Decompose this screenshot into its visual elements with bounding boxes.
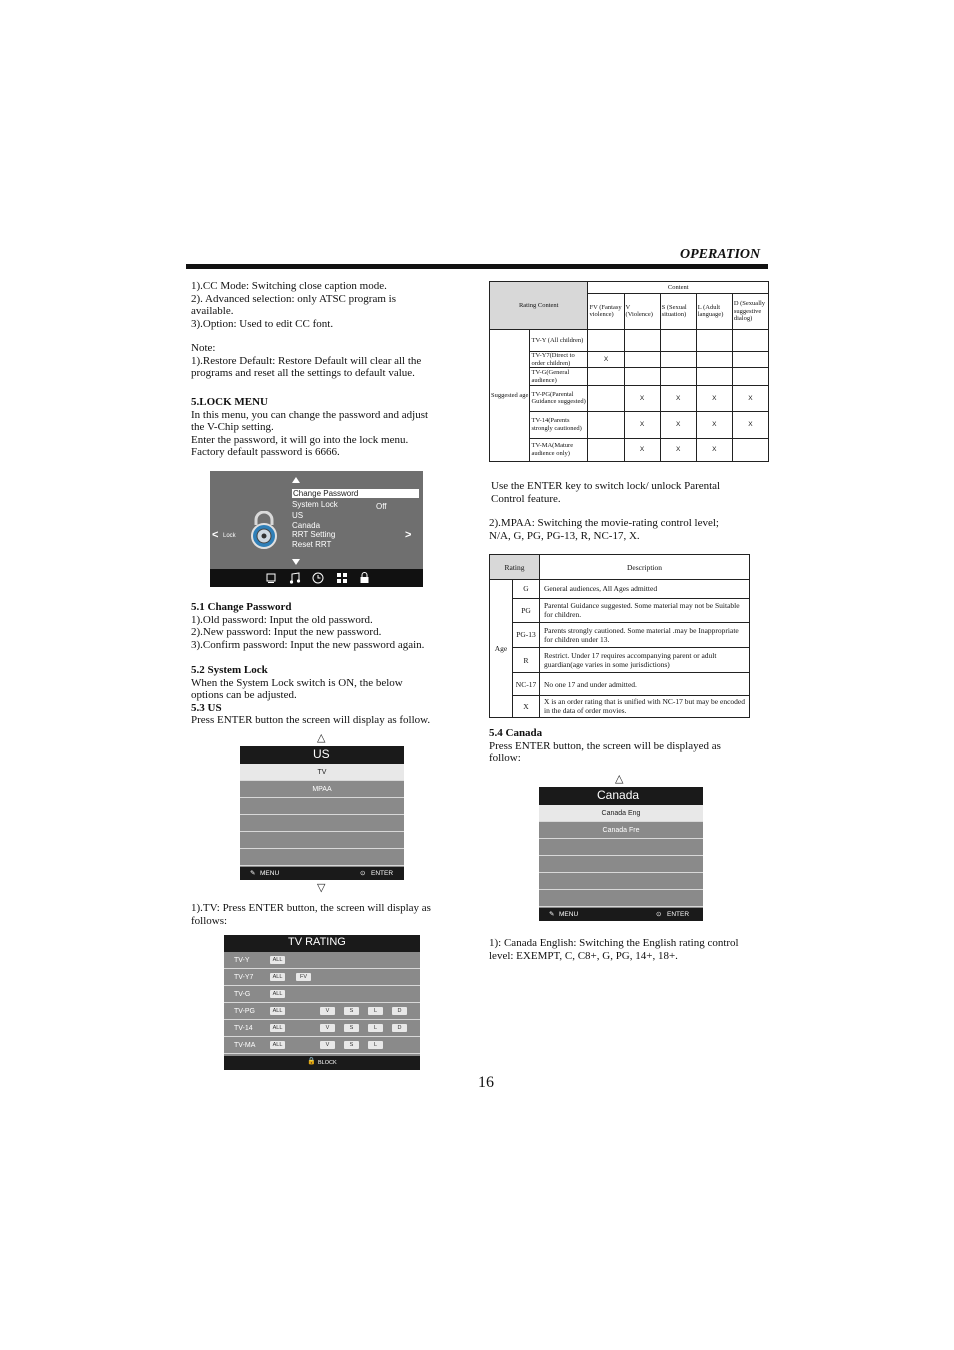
enter-text-line: Use the ENTER key to switch lock/ unlock Parental: [491, 480, 721, 492]
content-mark-cell: X: [732, 412, 768, 438]
mpaa-description-cell: No one 17 and under admitted.: [540, 673, 750, 695]
content-mark-cell: X: [624, 385, 660, 411]
enter-icon: ⊙: [360, 870, 366, 877]
tv-rating-name: TV-G: [234, 991, 251, 998]
content-mark-cell: [732, 329, 768, 351]
lock-icon: 🔒: [307, 1058, 316, 1065]
content-mark-cell: [588, 385, 624, 411]
canada-screen: [539, 787, 703, 921]
content-header: Content: [588, 282, 769, 294]
up-arrow-icon: △: [615, 772, 624, 785]
table-corner-header: Rating Content: [490, 282, 588, 330]
rating-tag-all[interactable]: ALL: [270, 1024, 285, 1032]
down-arrow-icon: ▽: [317, 881, 326, 894]
system-lock-value: Off: [376, 502, 387, 511]
canada-text-line: follow:: [489, 752, 521, 764]
enter-label[interactable]: ENTER: [371, 870, 394, 877]
content-rating-cell: TV-Y7(Direct to order children): [530, 352, 588, 368]
tv-rating-name: TV-14: [234, 1025, 253, 1032]
note-line: 1).Restore Default: Restore Default will clear all the: [191, 354, 422, 367]
rating-tag-v[interactable]: V: [320, 1041, 335, 1049]
menu-item-rrt-setting[interactable]: RRT Setting: [292, 530, 336, 539]
note-text: [191, 342, 421, 380]
rating-tag-all[interactable]: ALL: [270, 1041, 285, 1049]
enter-label[interactable]: ENTER: [667, 911, 690, 918]
canada-heading: 5.4 Canada: [489, 727, 543, 739]
content-mark-cell: [588, 412, 624, 438]
tv-rating-name: TV-PG: [234, 1008, 256, 1015]
mpaa-description-cell: Restrict. Under 17 requires accompanying parent or adult guardian(age varies in some jurisdictions): [540, 648, 750, 673]
note-line: Note:: [191, 342, 216, 354]
canada-title-bar: [539, 787, 703, 805]
page-header-title: OPERATION: [680, 247, 761, 262]
padlock-icon: [244, 511, 284, 549]
down-arrow-icon: [292, 559, 300, 565]
us-row-empty: [240, 832, 404, 849]
left-arrow-icon[interactable]: <: [212, 529, 219, 541]
content-mark-cell: X: [660, 412, 696, 438]
tv-rating-row[interactable]: [224, 952, 420, 969]
tv-rating-row[interactable]: [224, 986, 420, 1003]
menu-item-us[interactable]: US: [292, 511, 304, 520]
rating-tag-v[interactable]: V: [320, 1007, 335, 1015]
content-mark-cell: X: [624, 412, 660, 438]
mpaa-description-cell: X is an order rating that is unified with NC-17 but may be encoded in the data of order movies.: [540, 695, 750, 717]
lock-text-line: Enter the password, it will go into the lock menu.: [191, 433, 409, 446]
content-mark-cell: X: [588, 352, 624, 368]
intro-line: available.: [191, 305, 234, 317]
tv-rating-intro: [191, 902, 431, 927]
tv-text-line: 1).TV: Press ENTER button, the screen will display as: [191, 902, 431, 914]
system-lock-heading: 5.2 System Lock: [191, 664, 268, 676]
change-text-line: 3).Confirm password: Input the new password again.: [191, 638, 425, 651]
lock-label: Lock: [223, 533, 236, 539]
content-rating-cell: TV-G(General audience): [530, 368, 588, 385]
us-footer: [240, 867, 404, 880]
tv-rating-row[interactable]: [224, 1003, 420, 1020]
tv-rating-row[interactable]: [224, 1037, 420, 1054]
menu-item-reset-rrt[interactable]: Reset RRT: [292, 540, 332, 549]
mpaa-rating-cell: PG: [513, 598, 540, 622]
mpaa-rating-header: Rating: [490, 555, 540, 580]
menu-item-change-password[interactable]: Change Password: [292, 489, 419, 498]
content-mark-cell: X: [660, 385, 696, 411]
content-mark-cell: X: [660, 438, 696, 461]
content-column-header: L (Adult language): [696, 294, 732, 330]
mpaa-text-line: 2).MPAA: Switching the movie-rating control level;: [489, 517, 719, 529]
tv-icon[interactable]: [266, 573, 276, 583]
canada-row-empty: [539, 856, 703, 873]
intro-line: 2). Advanced selection: only ATSC program is: [191, 292, 396, 305]
us-screen: [240, 746, 404, 880]
lock-menu-screen: [210, 471, 423, 587]
canada-row-empty: [539, 873, 703, 890]
menu-icon: ✎: [549, 911, 555, 918]
content-mark-cell: [660, 329, 696, 351]
content-mark-cell: [732, 352, 768, 368]
rating-tag-l[interactable]: L: [368, 1041, 383, 1049]
suggested-age-label: Suggested age: [490, 329, 530, 461]
canada-row-empty: [539, 890, 703, 907]
change-password-section: [191, 601, 424, 651]
mpaa-description-header: Description: [540, 555, 750, 580]
content-column-header: S (Sexual situation): [660, 294, 696, 330]
mpaa-text-line: N/A, G, PG, PG-13, R, NC-17, X.: [489, 529, 640, 542]
canada-eng-line: 1): Canada English: Switching the English rating control: [489, 937, 739, 949]
content-rating-cell: TV-14(Parents strongly cautioned): [530, 412, 588, 438]
tv-rating-screen: [224, 935, 420, 1070]
music-icon[interactable]: [289, 572, 301, 584]
note-line: programs and reset all the settings to default value.: [191, 367, 415, 379]
menu-label[interactable]: MENU: [559, 911, 579, 918]
intro-line: 1).CC Mode: Switching close caption mode.: [191, 280, 387, 292]
content-mark-cell: [696, 352, 732, 368]
tv-rating-name: TV-Y7: [234, 974, 254, 981]
change-text-line: 1).Old password: Input the old password.: [191, 613, 373, 626]
content-column-header: V (Violence): [624, 294, 660, 330]
settings-grid-icon[interactable]: [336, 572, 348, 584]
tv-text-line: follows:: [191, 914, 228, 927]
rating-tag-v[interactable]: V: [320, 1024, 335, 1032]
content-mark-cell: [732, 438, 768, 461]
mpaa-rating-cell: NC-17: [513, 673, 540, 695]
rating-tag-s[interactable]: S: [344, 1024, 359, 1032]
content-mark-cell: [660, 352, 696, 368]
content-rating-cell: TV-PG(Parental Guidance suggested): [530, 385, 588, 411]
content-mark-cell: [624, 352, 660, 368]
rating-tag-d[interactable]: D: [392, 1024, 407, 1032]
content-rating-cell: TV-Y (All children): [530, 329, 588, 351]
tv-rating-title-bar: [224, 935, 420, 952]
rating-tag-s[interactable]: S: [344, 1041, 359, 1049]
system-lock-section: [191, 664, 430, 727]
rating-tag-all[interactable]: ALL: [270, 956, 285, 964]
content-mark-cell: X: [696, 412, 732, 438]
enter-text-line: Control feature.: [491, 492, 561, 505]
mpaa-rating-cell: R: [513, 648, 540, 673]
age-label: Age: [490, 580, 513, 718]
mpaa-table: [489, 554, 750, 718]
content-mark-cell: [732, 368, 768, 385]
enter-key-text: [491, 480, 763, 505]
rating-tag-fv[interactable]: FV: [296, 973, 311, 981]
lock-tab-icon[interactable]: [359, 571, 370, 584]
change-password-heading: 5.1 Change Password: [191, 601, 292, 613]
intro-line: 3).Option: Used to edit CC font.: [191, 317, 334, 330]
us-title-bar: [240, 746, 404, 764]
menu-label[interactable]: MENU: [260, 870, 280, 877]
us-title: US: [313, 747, 330, 761]
content-mark-cell: [696, 329, 732, 351]
content-mark-cell: [624, 329, 660, 351]
rating-tag-all[interactable]: ALL: [270, 990, 285, 998]
lock-text-line: Factory default password is 6666.: [191, 446, 340, 458]
rating-tag-all[interactable]: ALL: [270, 973, 285, 981]
change-text-line: 2).New password: Input the new password.: [191, 626, 382, 638]
mpaa-description-cell: Parental Guidance suggested. Some material may not be Suitable for children.: [540, 598, 750, 622]
canada-eng-line: level: EXEMPT, C, C8+, G, PG, 14+, 18+.: [489, 949, 678, 962]
menu-item-canada[interactable]: Canada: [292, 521, 321, 530]
content-rating-cell: TV-MA(Mature audience only): [530, 438, 588, 461]
header-rule: [186, 264, 768, 269]
tv-rating-row[interactable]: [224, 1020, 420, 1037]
content-mark-cell: X: [696, 438, 732, 461]
mpaa-description-cell: Parents strongly cautioned. Some material .may be Inappropriate for children under 13.: [540, 622, 750, 647]
enter-icon: ⊙: [656, 911, 662, 918]
content-mark-cell: [588, 438, 624, 461]
rating-tag-l[interactable]: L: [368, 1024, 383, 1032]
tv-rating-footer: [224, 1056, 420, 1070]
mpaa-intro-text: [489, 517, 719, 542]
content-mark-cell: [588, 329, 624, 351]
up-arrow-icon: △: [317, 731, 326, 744]
canada-row-eng[interactable]: Canada Eng: [539, 805, 703, 822]
right-arrow-icon[interactable]: >: [405, 529, 412, 541]
canada-title: Canada: [597, 788, 640, 802]
us-text: Press ENTER button the screen will display as follow.: [191, 714, 431, 726]
canada-footer: [539, 908, 703, 921]
tv-rating-name: TV-Y: [234, 957, 250, 964]
content-mark-cell: X: [696, 385, 732, 411]
rating-tag-s[interactable]: S: [344, 1007, 359, 1015]
lock-menu-heading: 5.LOCK MENU: [191, 396, 268, 408]
mpaa-rating-cell: PG-13: [513, 622, 540, 647]
content-mark-cell: [624, 368, 660, 385]
content-mark-cell: [660, 368, 696, 385]
up-arrow-icon: [292, 477, 300, 483]
lock-menu-section: [191, 396, 428, 459]
tv-rating-name: TV-MA: [234, 1042, 256, 1049]
rating-tag-all[interactable]: ALL: [270, 1007, 285, 1015]
intro-text: [191, 280, 396, 330]
us-row-empty: [240, 849, 404, 866]
canada-text-line: Press ENTER button, the screen will be displayed as: [489, 739, 721, 752]
system-text-line: options can be adjusted.: [191, 689, 297, 701]
canada-row-fre[interactable]: Canada Fre: [539, 822, 703, 839]
canada-english-text: [489, 937, 739, 962]
block-label[interactable]: BLOCK: [318, 1060, 337, 1066]
content-mark-cell: X: [732, 385, 768, 411]
mpaa-rating-cell: G: [513, 580, 540, 598]
content-column-header: D (Sexually suggestive dialog): [732, 294, 768, 330]
mpaa-rating-cell: X: [513, 695, 540, 717]
lock-text-line: the V-Chip setting.: [191, 421, 274, 433]
content-mark-cell: [588, 368, 624, 385]
us-row-mpaa[interactable]: MPAA: [240, 781, 404, 798]
tv-rating-title: TV RATING: [288, 936, 346, 948]
us-row-empty: [240, 798, 404, 815]
us-row-tv[interactable]: TV: [240, 764, 404, 781]
menu-item-system-lock[interactable]: System Lock: [292, 500, 338, 509]
rating-tag-l[interactable]: L: [368, 1007, 383, 1015]
lock-screen-iconbar: [210, 569, 423, 587]
rating-tag-d[interactable]: D: [392, 1007, 407, 1015]
clock-icon[interactable]: [312, 572, 324, 584]
us-row-empty: [240, 815, 404, 832]
content-mark-cell: X: [624, 438, 660, 461]
page-number: 16: [478, 1074, 494, 1091]
tv-content-table: [489, 281, 769, 462]
lock-text-line: In this menu, you can change the password and adjust: [191, 408, 429, 421]
canada-row-empty: [539, 839, 703, 856]
tv-rating-row[interactable]: [224, 969, 420, 986]
content-column-header: FV (Fantasy violence): [588, 294, 624, 330]
us-heading: 5.3 US: [191, 701, 222, 714]
menu-icon: ✎: [250, 870, 256, 877]
canada-section: [489, 727, 721, 765]
mpaa-description-cell: General audiences, All Ages admitted: [540, 580, 750, 598]
content-mark-cell: [696, 368, 732, 385]
system-text-line: When the System Lock switch is ON, the below: [191, 676, 403, 689]
